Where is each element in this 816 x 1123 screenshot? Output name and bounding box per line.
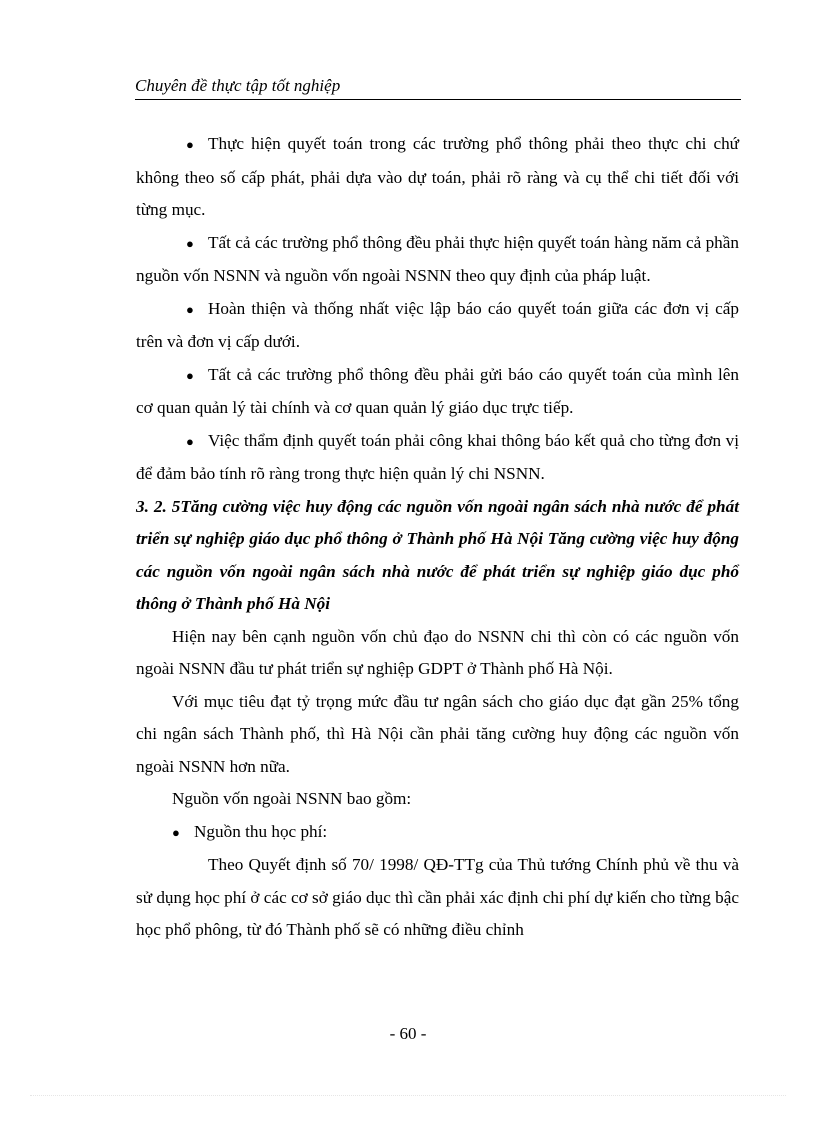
footer-divider bbox=[30, 1095, 786, 1096]
paragraph: Hiện nay bên cạnh nguồn vốn chủ đạo do NSNN chi thì còn có các nguồn vốn ngoài NSNN đầu tư phát triển sự nghiệp GDPT ở Thành phố Hà Nội. bbox=[136, 626, 739, 678]
paragraph: Theo Quyết định số 70/ 1998/ QĐ-TTg của Thủ tướng Chính phủ về thu và sử dụng học phí ở các cơ sở giáo dục thì cần phải xác định chi phí dự kiến cho từng bậc học phổ phông, từ đó Thành phố sẽ có những điều chỉnh bbox=[136, 855, 739, 939]
bullet-item: ● Tất cả các trường phổ thông đều phải thực hiện quyết toán hàng năm cả phần nguồn vốn NSNN và nguồn vốn ngoài NSNN theo quy định của pháp luật. bbox=[136, 227, 739, 293]
section-heading: 3. 2. 5Tăng cường việc huy động các nguồn vốn ngoài ngân sách nhà nước để phát triển sự nghiệp giáo dục phổ thông ở Thành phố Hà Nội Tăng cường việc huy động các nguồn vốn ngoài ngân sách nhà nước để phát triển sự nghiệp giáo dục phổ thông ở Thành phố Hà Nội bbox=[136, 496, 739, 613]
bullet-icon: ● bbox=[186, 433, 194, 449]
bullet-item: ● Hoàn thiện và thống nhất việc lập báo cáo quyết toán giữa các đơn vị cấp trên và đơn vị cấp dưới. bbox=[136, 293, 739, 359]
bullet-icon: ● bbox=[186, 235, 194, 251]
bullet-icon: ● bbox=[172, 824, 180, 840]
bullet-item: ● Thực hiện quyết toán trong các trường phổ thông phải theo thực chi chứ không theo số cấp phát, phải dựa vào dự toán, phải rõ ràng và cụ thể chi tiết đối với từng mục. bbox=[136, 128, 739, 227]
paragraph: Với mục tiêu đạt tỷ trọng mức đầu tư ngân sách cho giáo dục đạt gần 25% tổng chi ngân sách Thành phố, thì Hà Nội cần phải tăng cường huy động các nguồn vốn ngoài NSNN hơn nữa. bbox=[136, 691, 739, 776]
header-title: Chuyên đề thực tập tốt nghiệp bbox=[135, 76, 341, 95]
bullet-icon: ● bbox=[186, 367, 194, 383]
bullet-icon: ● bbox=[186, 301, 194, 317]
paragraph: Nguồn vốn ngoài NSNN bao gồm: bbox=[172, 789, 412, 808]
sub-bullet-item: ● Nguồn thu học phí: bbox=[136, 816, 739, 850]
bullet-item: ● Việc thẩm định quyết toán phải công khai thông báo kết quả cho từng đơn vị để đảm bảo tính rõ ràng trong thực hiện quản lý chi NSNN. bbox=[136, 425, 739, 491]
bullet-icon: ● bbox=[186, 137, 194, 152]
page-number: - 60 - bbox=[389, 1024, 427, 1043]
bullet-item: ● Tất cả các trường phổ thông đều phải gửi báo cáo quyết toán của mình lên cơ quan quản lý tài chính và cơ quan quản lý giáo dục trực tiếp. bbox=[136, 359, 739, 425]
document-body bbox=[136, 128, 739, 947]
page-header bbox=[135, 76, 741, 100]
